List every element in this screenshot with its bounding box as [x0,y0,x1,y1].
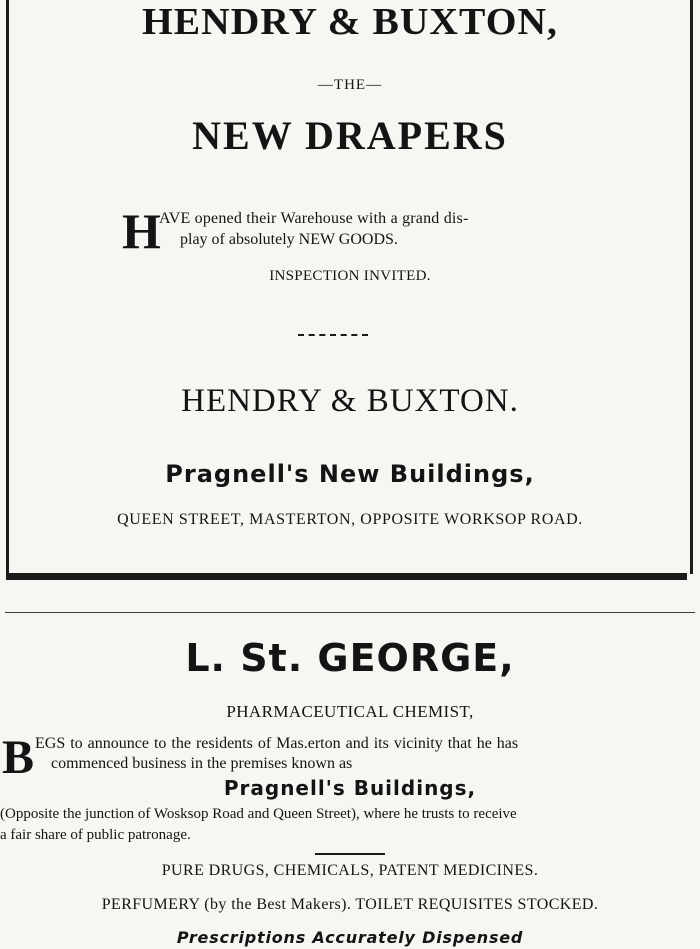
inspection-note: INSPECTION INVITED. [269,268,431,284]
products-line: PURE DRUGS, CHEMICALS, PATENT MEDICINES. [161,862,539,879]
column-separator [5,612,695,613]
ad-bottom-rule [6,573,687,580]
drop-cap: H [122,203,161,259]
ad-body-line: commenced business in the premises known as [51,755,353,772]
ad-body-line: (Opposite the junction of Wosksop Road and Queen Street), where he trusts to receive [0,806,517,822]
ad-body-line: a fair share of public patronage. [0,827,191,843]
ad-the-line: —THE— [317,77,383,93]
chemist-ad-title: L. St. GEORGE, [185,636,515,680]
street-address: QUEEN STREET, MASTERTON, OPPOSITE WORKSOP ROAD. [117,511,583,528]
ad-signature: HENDRY & BUXTON. [181,383,519,419]
building-name: Pragnell's New Buildings, [165,460,535,488]
chemist-role: PHARMACEUTICAL CHEMIST, [226,702,474,721]
dashed-divider [298,334,368,336]
ad-body-line: play of absolutely NEW GOODS. [180,231,398,248]
ad-subtitle: NEW DRAPERS [192,113,508,158]
building-name: Pragnell's Buildings, [223,776,477,800]
short-divider [315,853,385,855]
ad-title: HENDRY & BUXTON, [142,1,558,43]
ad-body-line: EGS to announce to the residents of Mas.erton and its vicinity that he has [35,735,519,752]
products-line: PERFUMERY (by the Best Makers). TOILET REQUISITES STOCKED. [101,896,599,913]
prescriptions-line: Prescriptions Accurately Dispensed [176,928,524,947]
drop-cap: B [2,731,35,784]
ad-body-line: AVE opened their Warehouse with a grand dis- [159,210,469,227]
